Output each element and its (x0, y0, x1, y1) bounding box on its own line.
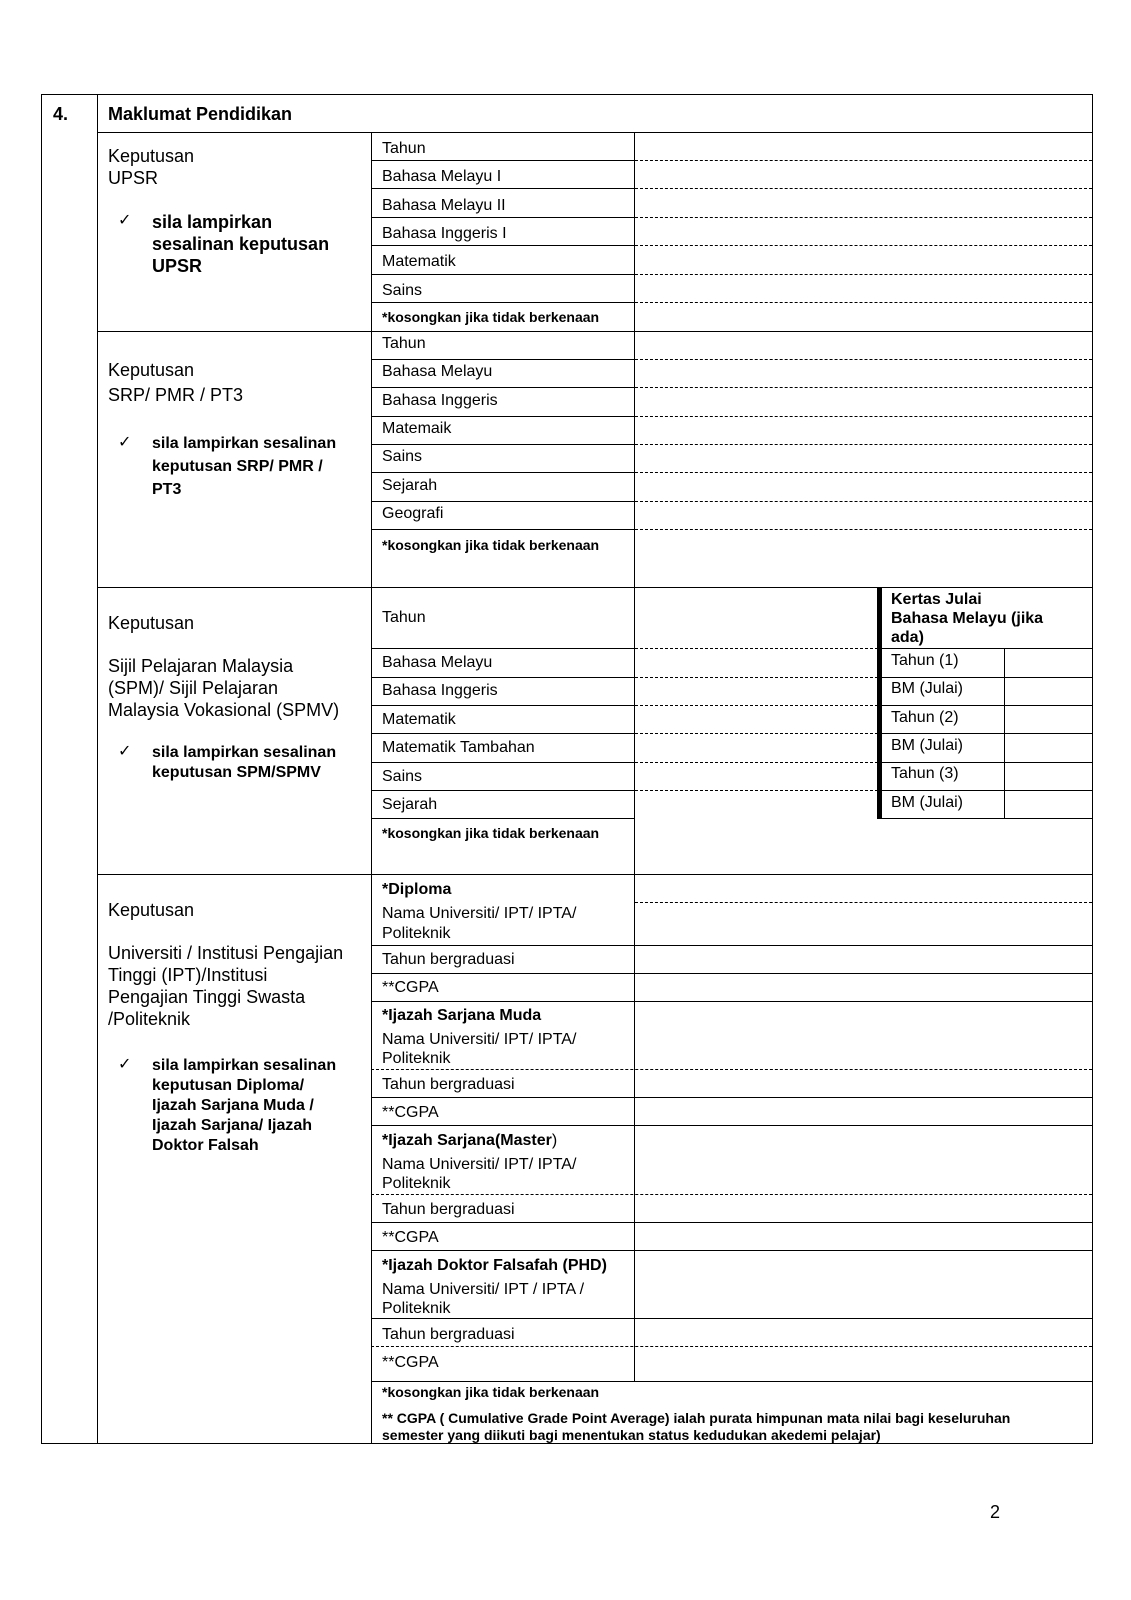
title-row-bottom (97, 132, 1093, 133)
diploma-cgpa: **CGPA (382, 979, 439, 996)
row-line (371, 1222, 1092, 1223)
page-number: 2 (990, 1502, 1001, 1522)
diploma-name-2: Politeknik (382, 925, 451, 942)
pt3-subject: Bahasa Melayu (382, 363, 493, 380)
frame-left (41, 94, 42, 1444)
july-row-line (882, 648, 1092, 649)
spm-subject: Sejarah (382, 796, 438, 813)
value-line (635, 160, 1092, 161)
july-row-line (882, 790, 1092, 791)
spm-heading-2: Sijil Pelajaran Malaysia (108, 656, 294, 676)
value-line (635, 529, 1092, 530)
upsr-subject: Bahasa Melayu I (382, 168, 502, 185)
master-title-tail: ) (551, 1132, 558, 1149)
checkmark-icon: ✓ (118, 741, 132, 760)
value-line (635, 444, 1092, 445)
row-line (634, 945, 1092, 946)
spm-heading-1: Keputusan (108, 613, 195, 633)
row-line (371, 677, 634, 678)
spm-note-2: keputusan SPM/SPMV (152, 764, 321, 781)
pt3-note-3: PT3 (152, 481, 182, 498)
phd-grad: Tahun bergraduasi (382, 1326, 515, 1343)
row-line (371, 973, 1092, 974)
pt3-subject: Tahun (382, 335, 426, 352)
sarjana-muda-title: *Ijazah Sarjana Muda (382, 1007, 542, 1024)
upsr-subject: Bahasa Inggeris I (382, 225, 507, 242)
value-line (635, 501, 1092, 502)
master-cgpa: **CGPA (382, 1229, 439, 1246)
pt3-heading-2: SRP/ PMR / PT3 (108, 385, 244, 405)
uni-note-5: Doktor Falsah (152, 1137, 259, 1154)
spm-subject: Bahasa Melayu (382, 654, 493, 671)
row-line (371, 1001, 1092, 1002)
uni-heading-5: /Politeknik (108, 1009, 191, 1029)
value-line (371, 1194, 1092, 1195)
sarjana-muda-grad: Tahun bergraduasi (382, 1076, 515, 1093)
cgpa-note-2: semester yang diikuti bagi menentukan status kedudukan akedemi pelajar) (382, 1427, 881, 1443)
uni-note-2: keputusan Diploma/ (152, 1077, 305, 1094)
row-line (371, 387, 634, 388)
upsr-heading-1: Keputusan (108, 146, 195, 166)
checkmark-icon: ✓ (118, 432, 132, 451)
july-row-line (882, 733, 1092, 734)
spm-footnote: *kosongkan jika tidak berkenaan (382, 825, 600, 841)
row-line (371, 472, 634, 473)
phd-title: *Ijazah Doktor Falsafah (PHD) (382, 1257, 607, 1274)
row-line (371, 188, 634, 189)
diploma-title: *Diploma (382, 881, 452, 898)
value-line (635, 733, 878, 734)
upsr-subject: Bahasa Melayu II (382, 197, 506, 214)
uni-heading-2: Universiti / Institusi Pengajian (108, 943, 344, 963)
uni-heading-4: Pengajian Tinggi Swasta (108, 987, 306, 1007)
master-name-2: Politeknik (382, 1175, 451, 1192)
row-line (371, 762, 634, 763)
row-line (371, 945, 634, 946)
frame-right (1092, 94, 1093, 1444)
pt3-note-2: keputusan SRP/ PMR / (152, 458, 323, 475)
july-header-2: Bahasa Melayu (jika (891, 610, 1044, 627)
row-line (371, 501, 634, 502)
row-line (371, 359, 634, 360)
value-line (635, 245, 1092, 246)
pt3-subject: Sains (382, 448, 423, 465)
spm-subject: Tahun (382, 609, 426, 626)
diploma-name-1: Nama Universiti/ IPT/ IPTA/ (382, 905, 577, 922)
value-line (371, 1069, 1092, 1070)
value-line (635, 902, 1092, 903)
row-line (371, 705, 634, 706)
uni-value-divider (634, 874, 635, 1382)
july-row-label: Tahun (3) (891, 765, 959, 782)
uni-heading-3: Tinggi (IPT)/Institusi (108, 965, 268, 985)
july-header-3: ada) (891, 629, 924, 646)
uni-note-3: Ijazah Sarjana Muda / (152, 1097, 314, 1114)
spm-note-1: sila lampirkan sesalinan (152, 744, 337, 761)
row-line (371, 1318, 1092, 1319)
cgpa-note-1: ** CGPA ( Cumulative Grade Point Average) ialah purata himpunan mata nilai bagi keseluruhan (382, 1410, 1011, 1426)
value-line (635, 302, 1092, 303)
row-line (371, 444, 634, 445)
value-line (635, 217, 1092, 218)
pt3-subject: Matemaik (382, 420, 452, 437)
pt3-block-bottom (97, 587, 1093, 588)
spm-value-divider (634, 587, 635, 875)
july-header-1: Kertas Julai (891, 591, 982, 608)
july-row-line (882, 762, 1092, 763)
july-row-label: BM (Julai) (891, 794, 964, 811)
row-line (371, 1125, 1092, 1126)
row-line (371, 648, 634, 649)
row-line (371, 217, 634, 218)
upsr-subject: Matematik (382, 253, 456, 270)
spm-heading-4: Malaysia Vokasional (SPMV) (108, 700, 340, 720)
row-line (371, 790, 634, 791)
pt3-footnote: *kosongkan jika tidak berkenaan (382, 537, 600, 553)
value-line (635, 274, 1092, 275)
row-line (371, 302, 634, 303)
master-grad: Tahun bergraduasi (382, 1201, 515, 1218)
upsr-note-1: sila lampirkan (152, 212, 273, 232)
july-row-label: Tahun (2) (891, 709, 959, 726)
upsr-heading-2: UPSR (108, 168, 159, 188)
section-number: 4. (53, 104, 69, 124)
uni-footnote: *kosongkan jika tidak berkenaan (382, 1384, 600, 1400)
july-row-label: BM (Julai) (891, 680, 964, 697)
july-row-label: BM (Julai) (891, 737, 964, 754)
master-title-main: *Ijazah Sarjana(Master (382, 1132, 552, 1149)
spm-heading-3: (SPM)/ Sijil Pelajaran (108, 678, 279, 698)
row-line (371, 1097, 1092, 1098)
section-title: Maklumat Pendidikan (108, 104, 293, 124)
row-line (371, 274, 634, 275)
checkmark-icon: ✓ (118, 210, 132, 229)
spm-subject: Sains (382, 768, 423, 785)
row-line (371, 416, 634, 417)
upsr-footnote: *kosongkan jika tidak berkenaan (382, 309, 600, 325)
value-line (635, 648, 878, 649)
label-column-divider (371, 132, 372, 1444)
value-line (635, 359, 1092, 360)
sarjana-muda-cgpa: **CGPA (382, 1104, 439, 1121)
value-line (635, 416, 1092, 417)
july-row-label: Tahun (1) (891, 652, 959, 669)
spm-subject: Bahasa Inggeris (382, 682, 498, 699)
value-line (635, 705, 878, 706)
uni-heading-1: Keputusan (108, 900, 195, 920)
row-line (371, 733, 634, 734)
july-row-line (882, 677, 1092, 678)
phd-name-2: Politeknik (382, 1300, 451, 1317)
july-row-line (882, 705, 1092, 706)
uni-note-1: sila lampirkan sesalinan (152, 1057, 337, 1074)
pt3-value-divider (634, 331, 635, 588)
checkmark-icon: ✓ (118, 1054, 132, 1073)
row-line (371, 529, 634, 530)
uni-note-4: Ijazah Sarjana/ Ijazah (152, 1117, 313, 1134)
master-title (382, 1131, 557, 1150)
upsr-block-bottom (97, 331, 1093, 332)
value-line (371, 1346, 1092, 1347)
row-line (371, 245, 634, 246)
spm-subject: Matematik Tambahan (382, 739, 535, 756)
value-line (635, 387, 1092, 388)
frame-top (41, 94, 1093, 95)
row-line (371, 160, 634, 161)
pt3-heading-1: Keputusan (108, 360, 195, 380)
pt3-note-1: sila lampirkan sesalinan (152, 435, 337, 452)
phd-name-1: Nama Universiti/ IPT / IPTA / (382, 1281, 585, 1298)
value-line (635, 677, 878, 678)
spm-subject: Matematik (382, 711, 456, 728)
upsr-subject: Tahun (382, 140, 426, 157)
spm-block-bottom (97, 874, 1093, 875)
sarjana-muda-name-2: Politeknik (382, 1050, 451, 1067)
pt3-subject: Geografi (382, 505, 444, 522)
july-table-thick-border (877, 588, 882, 819)
value-line (635, 790, 878, 791)
sarjana-muda-name-1: Nama Universiti/ IPT/ IPTA/ (382, 1031, 577, 1048)
number-column-divider (97, 94, 98, 1444)
pt3-subject: Bahasa Inggeris (382, 392, 498, 409)
upsr-note-2: sesalinan keputusan (152, 234, 330, 254)
row-line (371, 818, 634, 819)
upsr-subject: Sains (382, 282, 423, 299)
value-line (635, 472, 1092, 473)
diploma-grad: Tahun bergraduasi (382, 951, 515, 968)
july-table-bottom (877, 818, 1092, 819)
pt3-subject: Sejarah (382, 477, 438, 494)
value-line (635, 188, 1092, 189)
upsr-note-3: UPSR (152, 256, 203, 276)
row-line (371, 1250, 1092, 1251)
master-name-1: Nama Universiti/ IPT/ IPTA/ (382, 1156, 577, 1173)
phd-cgpa: **CGPA (382, 1354, 439, 1371)
value-line (635, 762, 878, 763)
row-line (371, 1381, 1092, 1382)
